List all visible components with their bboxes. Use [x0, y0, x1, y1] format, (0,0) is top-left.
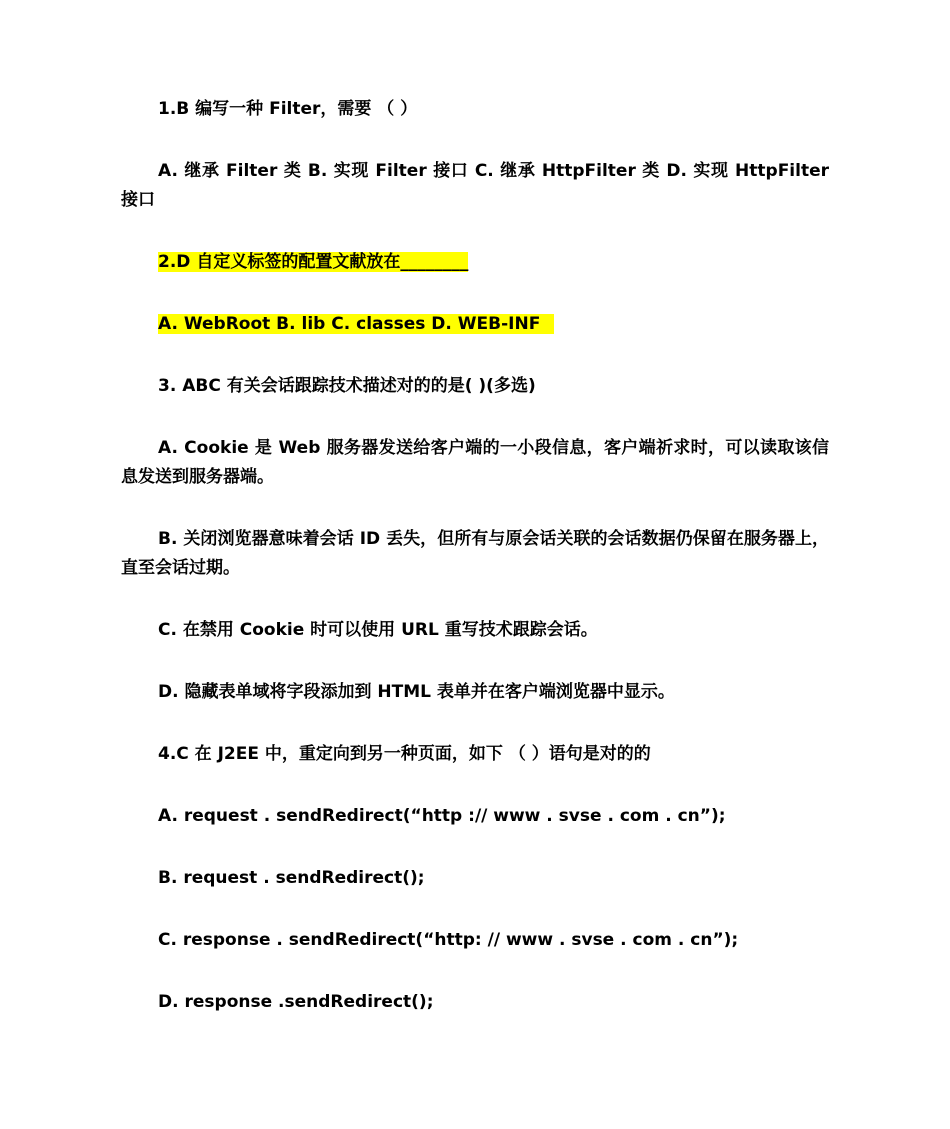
question-1-options-text: A. 继承 Filter 类 B. 实现 Filter 接口 C. 继承 HttpFilter 类 D. 实现 HttpFilter 接口 [121, 161, 829, 210]
question-4-option-b-text: B. request . sendRedirect(); [158, 868, 425, 888]
question-3-option-b-text: B. 关闭浏览器意味着会话 ID 丢失，但所有与原会话关联的会话数据仍保留在服务器上，直至会话过期。 [121, 529, 829, 578]
question-3-stem [121, 372, 829, 401]
question-2-options [121, 310, 829, 339]
question-3-option-c [121, 616, 829, 645]
question-3-option-d-text: D. 隐藏表单域将字段添加到 HTML 表单并在客户端浏览器中显示。 [158, 682, 675, 702]
question-3-option-d [121, 678, 829, 707]
question-1-stem [121, 95, 829, 124]
question-4-option-d [121, 988, 829, 1017]
question-1-options [121, 157, 829, 215]
question-4-option-d-text: D. response .sendRedirect(); [158, 992, 434, 1012]
question-4-option-a-text: A. request . sendRedirect(“http :// www . svse . com . cn”); [158, 806, 726, 826]
question-2-stem [121, 248, 829, 277]
question-4-stem-text: 4.C 在 J2EE 中，重定向到另一种页面，如下 （ ）语句是对的的 [158, 744, 651, 764]
question-3-option-a [121, 434, 829, 492]
question-3-option-c-text: C. 在禁用 Cookie 时可以使用 URL 重写技术跟踪会话。 [158, 620, 598, 640]
question-3-option-b [121, 525, 829, 583]
question-3-option-a-text: A. Cookie 是 Web 服务器发送给客户端的一小段信息，客户端祈求时，可以读取该信息发送到服务器端。 [121, 438, 829, 487]
question-1-stem-text: 1.B 编写一种 Filter，需要 （ ） [158, 99, 418, 119]
question-4-option-c [121, 926, 829, 955]
question-4-option-b [121, 864, 829, 893]
question-2-stem-text: 2.D 自定义标签的配置文献放在________ [158, 252, 469, 272]
question-3-stem-text: 3. ABC 有关会话跟踪技术描述对的的是( )(多选) [158, 376, 536, 396]
question-4-stem [121, 740, 829, 769]
question-4-option-a [121, 802, 829, 831]
question-2-options-text: A. WebRoot B. lib C. classes D. WEB-INF [158, 314, 554, 334]
question-4-option-c-text: C. response . sendRedirect(“http: // www . svse . com . cn”); [158, 930, 739, 950]
